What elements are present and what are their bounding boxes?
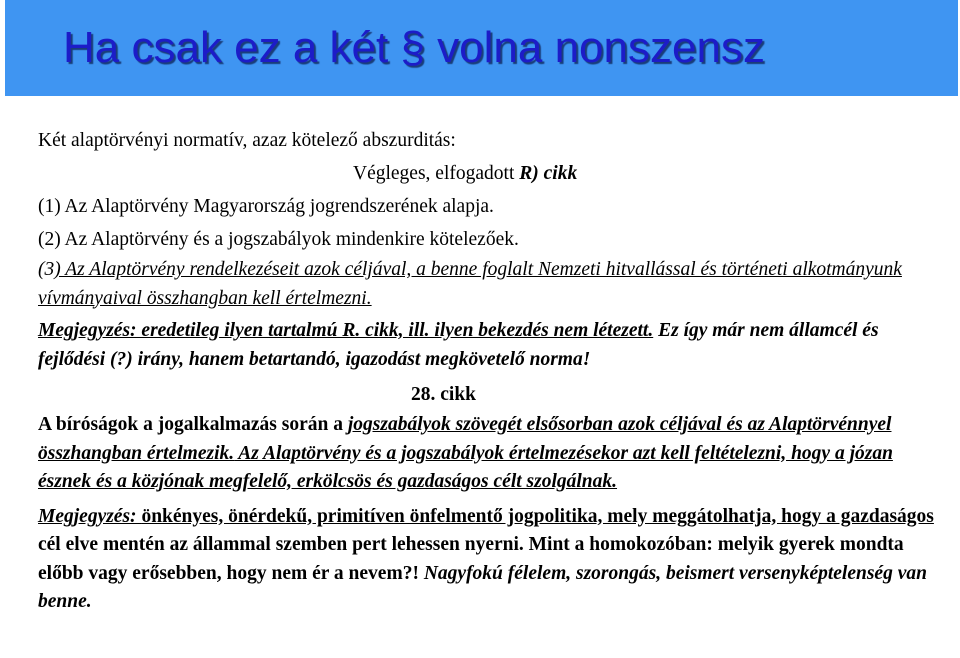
note-2 <box>38 503 938 617</box>
title-bar <box>5 0 958 96</box>
note-2-label: Megjegyzés: <box>38 505 142 527</box>
intro-text: Két alaptörvényi normatív, azaz kötelező abszurditás: <box>38 130 456 151</box>
article-28-italic-underlined: jogszabályok szövegét elsősorban azok céljával és az Alaptörvénnyel összhangban értelmezik. <box>38 414 892 464</box>
article-28-heading: 28. cikk <box>411 384 477 405</box>
note-1 <box>38 317 938 374</box>
article-r-heading-plain: Végleges, elfogadott <box>353 163 520 184</box>
note-1-rest: Ez így már nem államcél és fejlődési (?) irány, hanem betartandó, igazodást megkövetelő norma! <box>38 320 879 370</box>
note-2-rest: cél elve mentén az állammal szemben pert lehessen nyerni. Mint a homokozóban: melyik gyerek mondta előbb vagy erősebben, hogy nem ér a nevem?! <box>38 534 904 584</box>
point-3-text: ) Az Alaptörvény rendelkezéseit azok céljával, a benne foglalt Nemzeti hitvallással és történeti alkotmányunk vívmányaival összhangban kell értelmezni. <box>38 259 902 309</box>
note-2-underlined: önkényes, önérdekű, primitíven önfelmentő jogpolitika, mely meggátolhatja, hogy a gazdaságos <box>141 505 934 527</box>
point-3-prefix: (3 <box>38 259 55 280</box>
article-r-heading-label: R) cikk <box>519 163 578 184</box>
note-1-underlined: Megjegyzés: eredetileg ilyen tartalmú R. cikk, ill. ilyen bekezdés nem létezett. <box>38 320 654 341</box>
article-r-heading <box>38 157 938 190</box>
point-2: (2) Az Alaptörvény és a jogszabályok mindenkire kötelezőek. <box>38 229 519 250</box>
point-3 <box>38 256 938 313</box>
slide-content <box>38 124 938 617</box>
note-2-italic-end: Nagyfokú félelem, szorongás, beismert versenyképtelenség van benne. <box>38 562 927 612</box>
article-28-italic-underlined-rest: Az Alaptörvény és a jogszabályok értelmezésekor azt kell feltételezni, hogy a józan észnek és a közjónak megfelelő, erkölcsös és gazdaságos célt szolgálnak. <box>38 442 893 492</box>
point-1: (1) Az Alaptörvény Magyarország jogrendszerének alapja. <box>38 196 494 217</box>
article-28-text <box>38 411 938 497</box>
article-28-plain: A bíróságok a jogalkalmazás során a <box>38 414 348 435</box>
page-title: Ha csak ez a két § volna nonszensz <box>63 23 765 72</box>
